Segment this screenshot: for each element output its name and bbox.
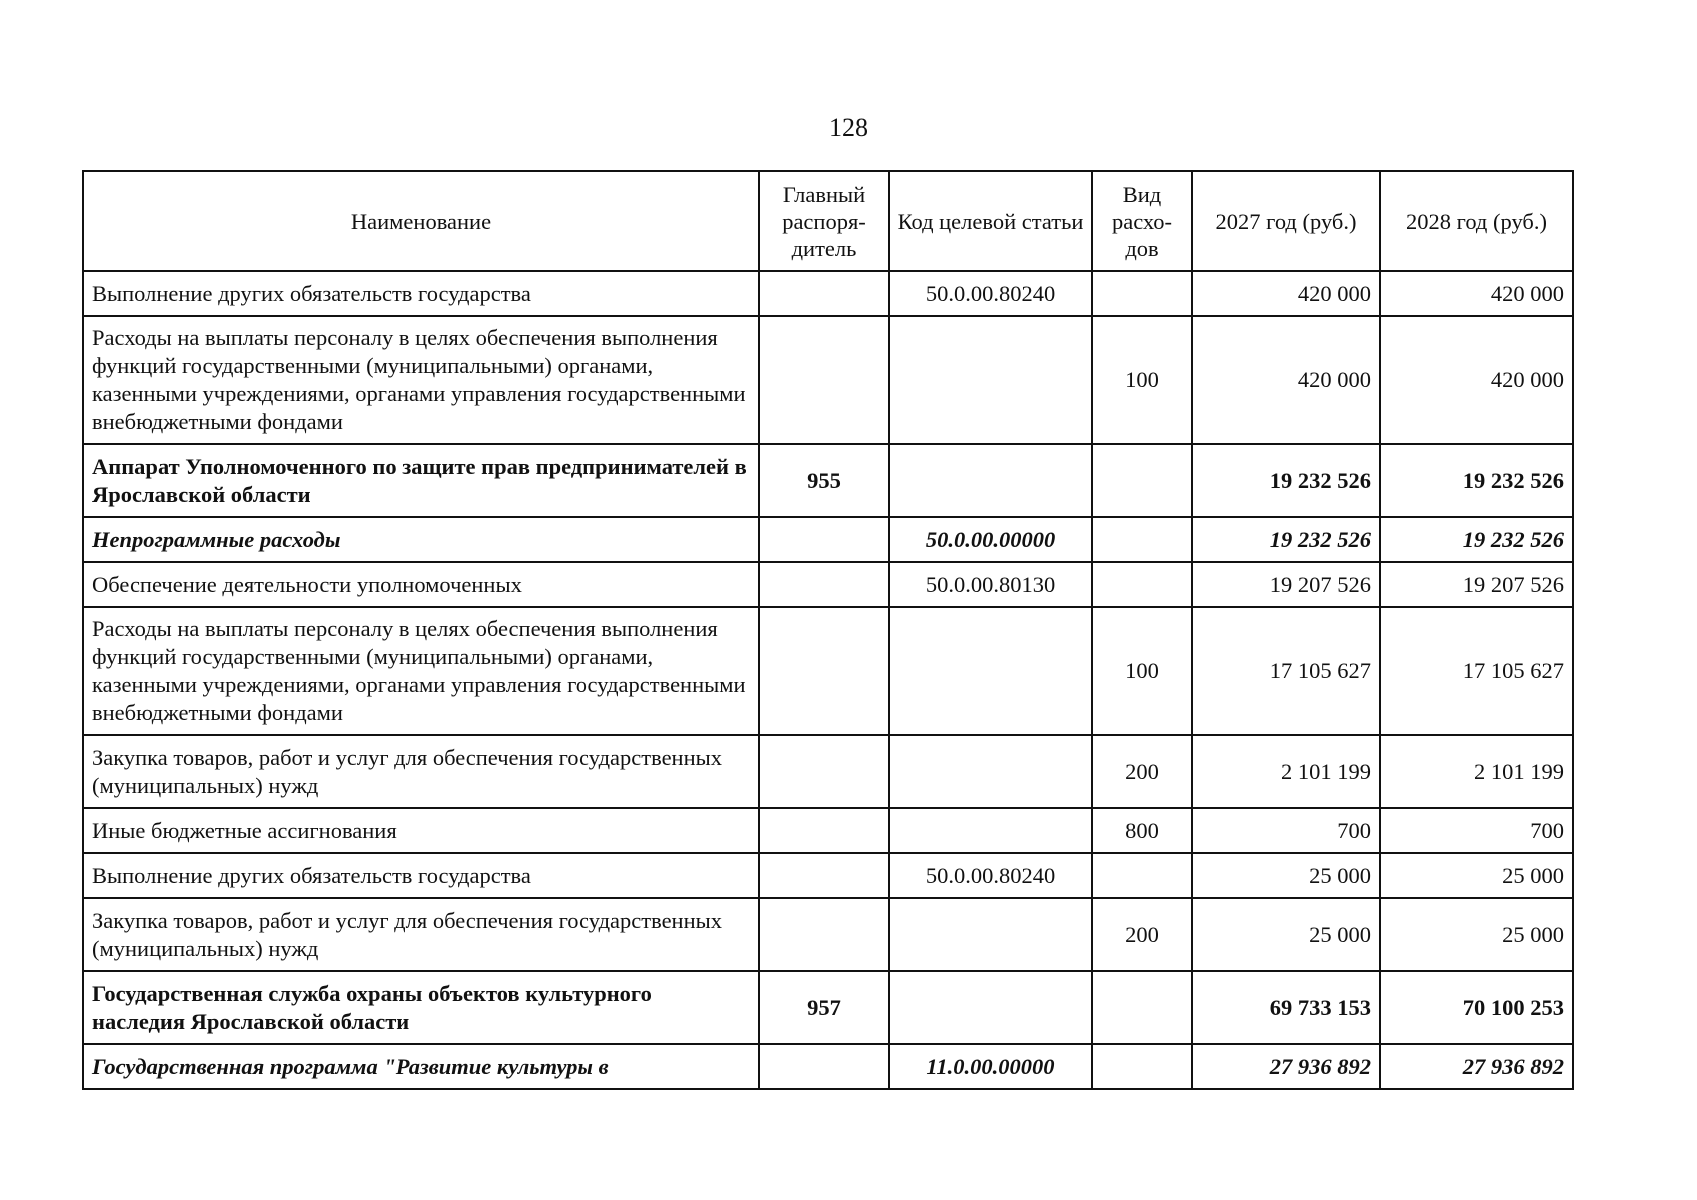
row-chief-manager: 957 [759,971,889,1044]
row-chief-manager [759,853,889,898]
budget-table [82,170,1574,1090]
row-amount-2028: 2 101 199 [1380,735,1573,808]
header-year-2028: 2028 год (руб.) [1380,171,1573,271]
row-amount-2027: 17 105 627 [1192,607,1380,735]
row-chief-manager [759,808,889,853]
row-target-code [889,971,1092,1044]
row-target-code: 50.0.00.80130 [889,562,1092,607]
row-name: Государственная программа "Развитие культуры в [83,1044,759,1089]
header-name: Наименование [83,171,759,271]
row-chief-manager [759,607,889,735]
row-amount-2028: 700 [1380,808,1573,853]
table-row [83,444,1573,517]
row-target-code: 11.0.00.00000 [889,1044,1092,1089]
row-name: Выполнение других обязательств государства [83,271,759,316]
page-number: 128 [829,113,868,142]
row-target-code [889,898,1092,971]
row-expense-type [1092,1044,1192,1089]
row-amount-2027: 25 000 [1192,853,1380,898]
table-row [83,562,1573,607]
row-expense-type [1092,444,1192,517]
row-amount-2028: 25 000 [1380,853,1573,898]
row-chief-manager [759,898,889,971]
table-row [83,808,1573,853]
row-amount-2027: 420 000 [1192,271,1380,316]
row-target-code [889,316,1092,444]
row-expense-type [1092,517,1192,562]
row-target-code: 50.0.00.00000 [889,517,1092,562]
table-row [83,971,1573,1044]
row-name: Аппарат Уполномоченного по защите прав предпринимателей в Ярославской области [83,444,759,517]
row-amount-2027: 25 000 [1192,898,1380,971]
row-amount-2028: 420 000 [1380,271,1573,316]
row-target-code [889,735,1092,808]
row-name: Выполнение других обязательств государства [83,853,759,898]
row-amount-2027: 19 232 526 [1192,517,1380,562]
row-name: Непрограммные расходы [83,517,759,562]
row-amount-2027: 19 207 526 [1192,562,1380,607]
row-name: Государственная служба охраны объектов культурного наследия Ярославской области [83,971,759,1044]
row-amount-2028: 17 105 627 [1380,607,1573,735]
row-amount-2028: 19 207 526 [1380,562,1573,607]
row-amount-2028: 420 000 [1380,316,1573,444]
table-row [83,853,1573,898]
table-row [83,271,1573,316]
row-amount-2028: 70 100 253 [1380,971,1573,1044]
row-name: Закупка товаров, работ и услуг для обеспечения государственных (муниципальных) нужд [83,898,759,971]
row-amount-2028: 25 000 [1380,898,1573,971]
row-amount-2027: 420 000 [1192,316,1380,444]
row-expense-type [1092,562,1192,607]
table-row [83,898,1573,971]
row-expense-type [1092,271,1192,316]
row-name: Расходы на выплаты персоналу в целях обеспечения выполнения функций государственными (муниципальными) органами, казенными учреждениями, органами управления государственными внебюджетными фондами [83,607,759,735]
row-amount-2028: 19 232 526 [1380,517,1573,562]
row-amount-2027: 27 936 892 [1192,1044,1380,1089]
row-amount-2028: 27 936 892 [1380,1044,1573,1089]
row-chief-manager [759,316,889,444]
row-chief-manager [759,271,889,316]
row-chief-manager [759,517,889,562]
row-target-code [889,607,1092,735]
row-name: Закупка товаров, работ и услуг для обеспечения государственных (муниципальных) нужд [83,735,759,808]
header-target-code: Код целевой статьи [889,171,1092,271]
table-row [83,316,1573,444]
row-name: Обеспечение деятельности уполномоченных [83,562,759,607]
table-row [83,607,1573,735]
row-expense-type: 200 [1092,735,1192,808]
row-expense-type [1092,853,1192,898]
row-chief-manager [759,562,889,607]
row-chief-manager [759,1044,889,1089]
row-amount-2028: 19 232 526 [1380,444,1573,517]
row-chief-manager [759,735,889,808]
table-row [83,517,1573,562]
row-amount-2027: 19 232 526 [1192,444,1380,517]
header-year-2027: 2027 год (руб.) [1192,171,1380,271]
header-chief-manager: Главный распоря-дитель [759,171,889,271]
table-header-row [83,171,1573,271]
row-expense-type: 100 [1092,607,1192,735]
row-name: Иные бюджетные ассигнования [83,808,759,853]
row-amount-2027: 2 101 199 [1192,735,1380,808]
row-amount-2027: 69 733 153 [1192,971,1380,1044]
table-row [83,1044,1573,1089]
row-chief-manager: 955 [759,444,889,517]
row-target-code [889,808,1092,853]
row-amount-2027: 700 [1192,808,1380,853]
row-target-code [889,444,1092,517]
row-target-code: 50.0.00.80240 [889,271,1092,316]
header-expense-type: Вид расхо-дов [1092,171,1192,271]
table-row [83,735,1573,808]
row-name: Расходы на выплаты персоналу в целях обеспечения выполнения функций государственными (муниципальными) органами, казенными учреждениями, органами управления государственными внебюджетными фондами [83,316,759,444]
row-expense-type: 800 [1092,808,1192,853]
row-expense-type: 200 [1092,898,1192,971]
row-expense-type: 100 [1092,316,1192,444]
row-target-code: 50.0.00.80240 [889,853,1092,898]
row-expense-type [1092,971,1192,1044]
